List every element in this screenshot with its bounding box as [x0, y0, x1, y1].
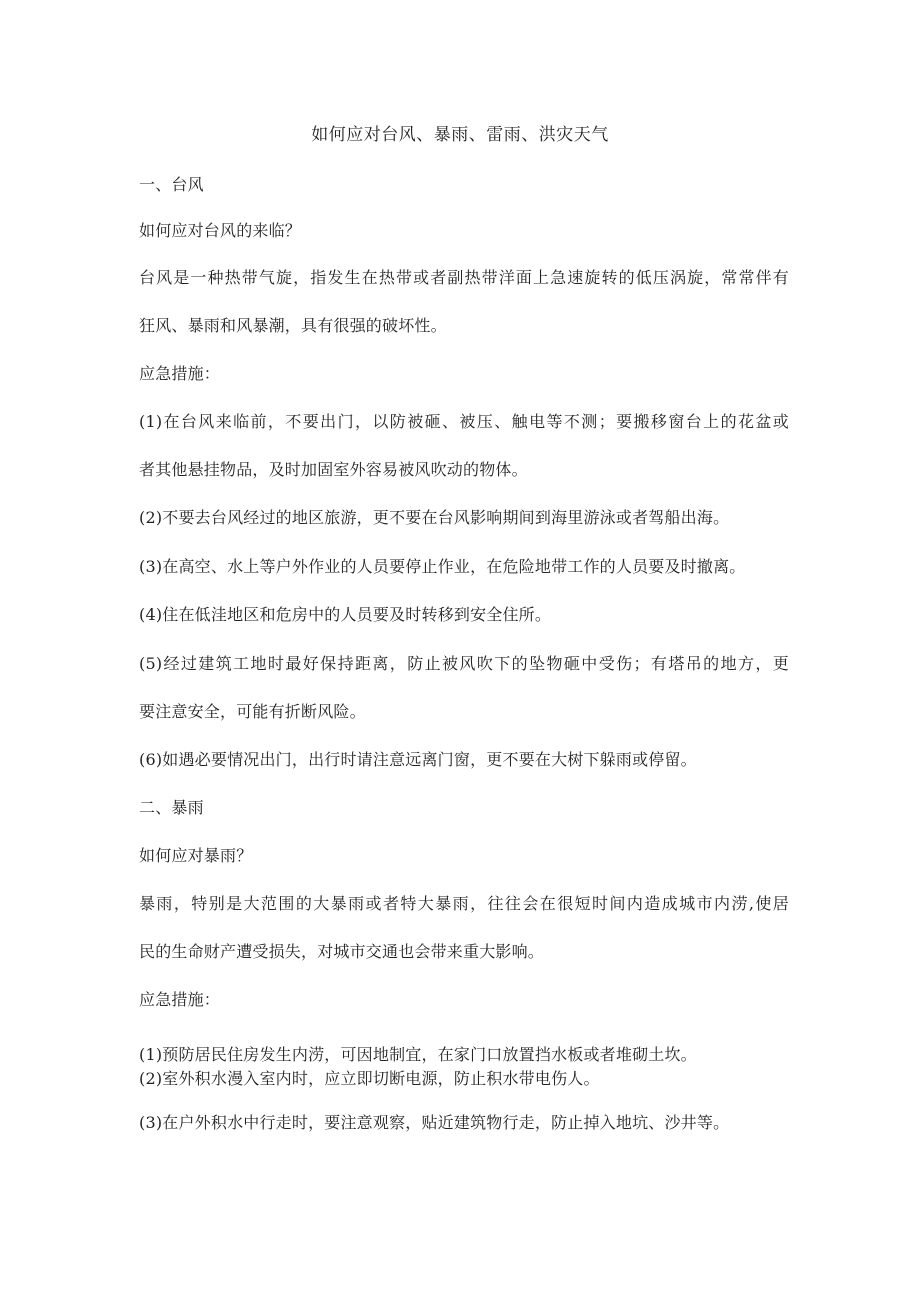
typhoon-measure-1-line-1: (1)在台风来临前，不要出门，以防被砸、被压、触电等不测；要搬移窗台上的花盆或 [139, 412, 789, 431]
rainstorm-measure-1: (1)预防居民住房发生内涝，可因地制宜，在家门口放置挡水板或者堆砌土坎。 [139, 1045, 697, 1064]
section-heading-typhoon: 一、台风 [139, 175, 204, 194]
typhoon-measure-4: (4)住在低洼地区和危房中的人员要及时转移到安全住所。 [139, 605, 552, 624]
rainstorm-measures-label: 应急措施： [139, 990, 221, 1009]
typhoon-measure-1-line-2: 者其他悬挂物品，及时加固室外容易被风吹动的物体。 [139, 460, 528, 479]
typhoon-measure-6: (6)如遇必要情况出门，出行时请注意远离门窗，更不要在大树下躲雨或停留。 [139, 750, 697, 769]
rainstorm-description-line-2: 民的生命财产遭受损失，对城市交通也会带来重大影响。 [139, 942, 545, 961]
rainstorm-question: 如何应对暴雨？ [139, 846, 253, 865]
typhoon-description-line-2: 狂风、暴雨和风暴潮，具有很强的破坏性。 [139, 316, 447, 335]
typhoon-measure-3: (3)在高空、水上等户外作业的人员要停止作业，在危险地带工作的人员要及时撤离。 [139, 557, 746, 576]
section-heading-rainstorm: 二、暴雨 [139, 798, 204, 817]
typhoon-measure-5-line-1: (5)经过建筑工地时最好保持距离，防止被风吹下的坠物砸中受伤；有塔吊的地方，更 [139, 654, 789, 673]
typhoon-question: 如何应对台风的来临？ [139, 221, 302, 240]
rainstorm-description-line-1: 暴雨，特别是大范围的大暴雨或者特大暴雨，往往会在很短时间内造成城市内涝,使居 [139, 894, 789, 913]
rainstorm-measure-3: (3)在户外积水中行走时，要注意观察，贴近建筑物行走，防止掉入地坑、沙井等。 [139, 1113, 730, 1132]
typhoon-description-line-1: 台风是一种热带气旋，指发生在热带或者副热带洋面上急速旋转的低压涡旋，常常伴有 [139, 268, 789, 287]
rainstorm-measure-2: (2)室外积水漫入室内时，应立即切断电源，防止积水带电伤人。 [139, 1069, 600, 1088]
typhoon-measure-2: (2)不要去台风经过的地区旅游，更不要在台风影响期间到海里游泳或者驾船出海。 [139, 508, 730, 527]
document-title: 如何应对台风、暴雨、雷雨、洪灾天气 [311, 125, 609, 145]
typhoon-measure-5-line-2: 要注意安全，可能有折断风险。 [139, 702, 366, 721]
typhoon-measures-label: 应急措施： [139, 364, 221, 383]
